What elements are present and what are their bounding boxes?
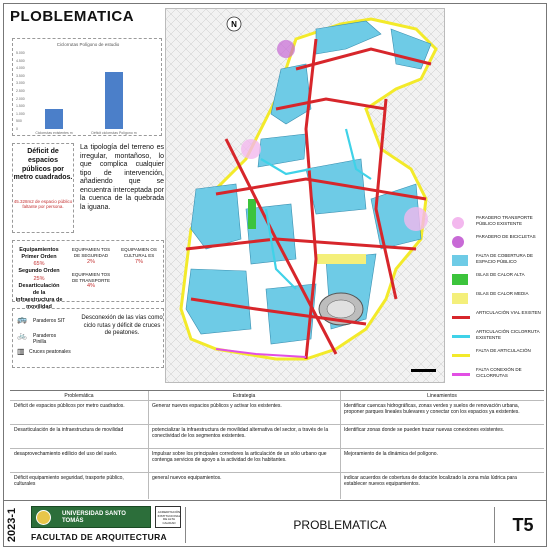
paraderos-sit: Paraderos SIT: [33, 318, 66, 324]
legend-label: ARTICULACIÓN VIAL EXISTEN: [476, 310, 541, 315]
equip-transporte-label: EQUIPAMIEN TOS DE TRANSPORTE: [71, 271, 111, 283]
table-cell: Déficit de espacios públicos por metro cuadrados.: [14, 403, 125, 409]
topography-text: La tipología del terreno es irregular, montañoso, lo que complica cualquier tipo de intervención, añadiendo que se encuentra interceptada por la cuenca de la quebrada la iguana.: [80, 144, 164, 211]
y-tick-label: 3.000: [16, 81, 25, 86]
university-logo: [31, 506, 151, 528]
legend-item: [448, 291, 543, 311]
y-tick-label: 4.000: [16, 66, 25, 71]
table-header-estrategia: Estrategia: [232, 393, 256, 399]
map: [165, 8, 445, 383]
legend-swatch: [452, 236, 464, 248]
table-cell: Identificar cuencas hidrográficas, zonas verdes y suelos de renovación urbana, proponer parques lineales bulevares y conectar con los espacios ya existentes.: [344, 403, 520, 416]
cruces-peatonales: Cruces peatonales: [29, 349, 71, 355]
legend-swatch: [452, 354, 470, 357]
university-name: UNIVERSIDAD SANTO TOMÁS: [62, 511, 126, 524]
equip-col-3: [117, 247, 161, 266]
legend-item: [448, 272, 543, 292]
bus-icon: 🚌: [17, 315, 27, 324]
deficit-note: 45.328m2 de espacio público faltante por persona.: [13, 199, 73, 210]
legend-item: [448, 329, 543, 349]
legend-item: [448, 348, 543, 368]
table-cell: Identificar zonas donde se pueden trazar nuevas conexiones existentes.: [344, 427, 505, 433]
bar-chart: [12, 38, 162, 136]
equip-segundo-value: 25%: [33, 275, 45, 282]
legend-item: [448, 310, 543, 330]
paraderos-box: [12, 308, 164, 368]
equip-cultural-label: EQUIPAMIEN OS CULTURAL ES: [121, 247, 157, 258]
legend-label: ISLAS DE CALOR MEDIA: [476, 291, 529, 296]
table-cell: potencializar la infraestructura de movilidad alternativa del sector, a través de la conectividad de los segmentos existentes.: [152, 427, 329, 440]
problem-table: [10, 390, 544, 498]
legend-label: FALTA CONEXIÓN DE CICLORRUTAS: [476, 367, 522, 378]
sheet-title: PROBLEMATICA: [185, 507, 495, 543]
x-tick-label: Déficit ciclorrutas Polígono m: [91, 131, 137, 135]
page-title: PLOBLEMATICA: [10, 8, 135, 25]
legend-label: FALTA DE ARTICULACIÓN: [476, 348, 531, 353]
legend-swatch: [452, 255, 468, 266]
table-cell: Mejoramiento de la dinámica del polígono.: [344, 451, 438, 457]
legend-label: PARADERO DE BICICLETAS: [476, 234, 536, 239]
x-tick-label: Ciclorrutas existentes m: [35, 131, 73, 135]
legend-label: ISLAS DE CALOR ALTA: [476, 272, 525, 277]
equip-cultural-value: 7%: [135, 258, 143, 265]
faculty-name: FACULTAD DE ARQUITECTURA: [31, 532, 167, 542]
y-tick-label: 4.500: [16, 58, 25, 63]
equip-segundo-label: Segundo Orden: [18, 268, 60, 275]
deficit-heading: Déficit de espacios públicos por metro cuadrados.: [13, 148, 73, 182]
legend-item: [448, 253, 543, 273]
year-tab: [5, 504, 19, 546]
table-cell: Déficit equipamiento seguridad, trasporte público, culturales: [14, 475, 124, 488]
year-label: 2023-1: [6, 507, 18, 543]
legend-swatch: [452, 293, 468, 304]
bike-stop-marker: [277, 40, 295, 58]
paraderos-pinilla: Paraderos Pinilla: [33, 333, 57, 345]
y-tick-label: 5.000: [16, 51, 25, 55]
equip-primer-label: Equipamientos Primer Orden: [19, 247, 59, 261]
equip-seguridad-label: EQUIPAMIEN TOS DE SEGURIDAD: [71, 247, 111, 258]
y-tick-label: 0: [16, 127, 18, 131]
table-cell: desaprovechamiento edilicio del uso del suelo.: [14, 451, 118, 457]
equip-desart-label: Desarticulación de la infraestructura de: [15, 282, 63, 303]
y-tick-label: 2.500: [16, 89, 25, 93]
footer: [3, 500, 547, 547]
table-header-lineamientos: Lineamientos: [427, 393, 457, 399]
legend-label: PARADERO TRANSPORTE PÚBLICO EXISTENTE: [476, 215, 533, 226]
bar: [105, 72, 123, 129]
equip-primer-value: 65%: [33, 261, 45, 268]
bus-stop-marker: [241, 139, 261, 159]
accreditation-badge: [155, 506, 181, 528]
y-tick-label: 500: [16, 119, 22, 124]
legend-swatch: [452, 274, 468, 285]
left-panel: [10, 8, 162, 383]
map-drawing: [166, 9, 445, 383]
equip-seguridad-value: 2%: [87, 258, 95, 265]
accreditation-text: ACREDITACIÓN INSTITUCIONAL DE ALTA CALIDAD: [157, 510, 181, 525]
crosswalk-icon: ▥: [17, 347, 25, 356]
table-cell: general nuevos equipamientos.: [152, 475, 222, 481]
table-cell: Desarticulación de la infraestructura de movilidad: [14, 427, 124, 433]
table-cell: indicar acuerdos de cobertura de dotación localizado la zona más lúdrica para establecer nuevos equipamientos.: [344, 475, 517, 488]
chart-title: Ciclorrutas Polígono de estudio: [56, 42, 120, 47]
equip-transporte-value: 4%: [87, 283, 95, 290]
equip-col-1: [15, 247, 63, 311]
legend-label: ARTICULACIÓN CICLORRUTA EXISTENTE: [476, 329, 540, 340]
legend-swatch: [452, 316, 470, 319]
bar: [45, 109, 63, 129]
legend-swatch: [452, 217, 464, 229]
equipment-box: [12, 240, 164, 302]
sheet-code: T5: [512, 515, 534, 535]
legend-item: [448, 367, 543, 387]
deficit-box: [12, 143, 74, 233]
legend-item: [448, 215, 543, 235]
university-seal-icon: [36, 510, 51, 525]
equip-col-2: [69, 247, 113, 291]
y-tick-label: 2.000: [16, 96, 25, 101]
legend-item: [448, 234, 543, 254]
bicycle-icon: 🚲: [17, 331, 27, 340]
heat-island-medium: [316, 254, 366, 264]
north-label: N: [231, 20, 237, 29]
legend-swatch: [452, 373, 470, 376]
y-tick-label: 1.500: [16, 104, 25, 109]
y-tick-label: 3.500: [16, 73, 25, 78]
heat-island-high: [248, 199, 256, 229]
table-cell: Impulsar sobre los principales corredores la articulación de un sólo urbano que contenga servicios de apoyo a la actividad de los habitantes.: [152, 451, 327, 464]
bus-stop-marker: [404, 207, 428, 231]
table-header-problematica: Problemática: [64, 393, 94, 399]
legend-swatch: [452, 335, 470, 338]
scale-bar: [411, 369, 436, 372]
y-tick-label: 1.000: [16, 111, 25, 116]
legend-label: FALTA DE COBERTURA DE ESPACIO PÚBLICO: [476, 253, 534, 264]
table-cell: Generar nuevos espacios públicos y activar los existentes.: [152, 403, 282, 409]
paraderos-description: Desconexión de las vías como ciclo rutas y déficit de cruces de peatones.: [81, 315, 163, 336]
